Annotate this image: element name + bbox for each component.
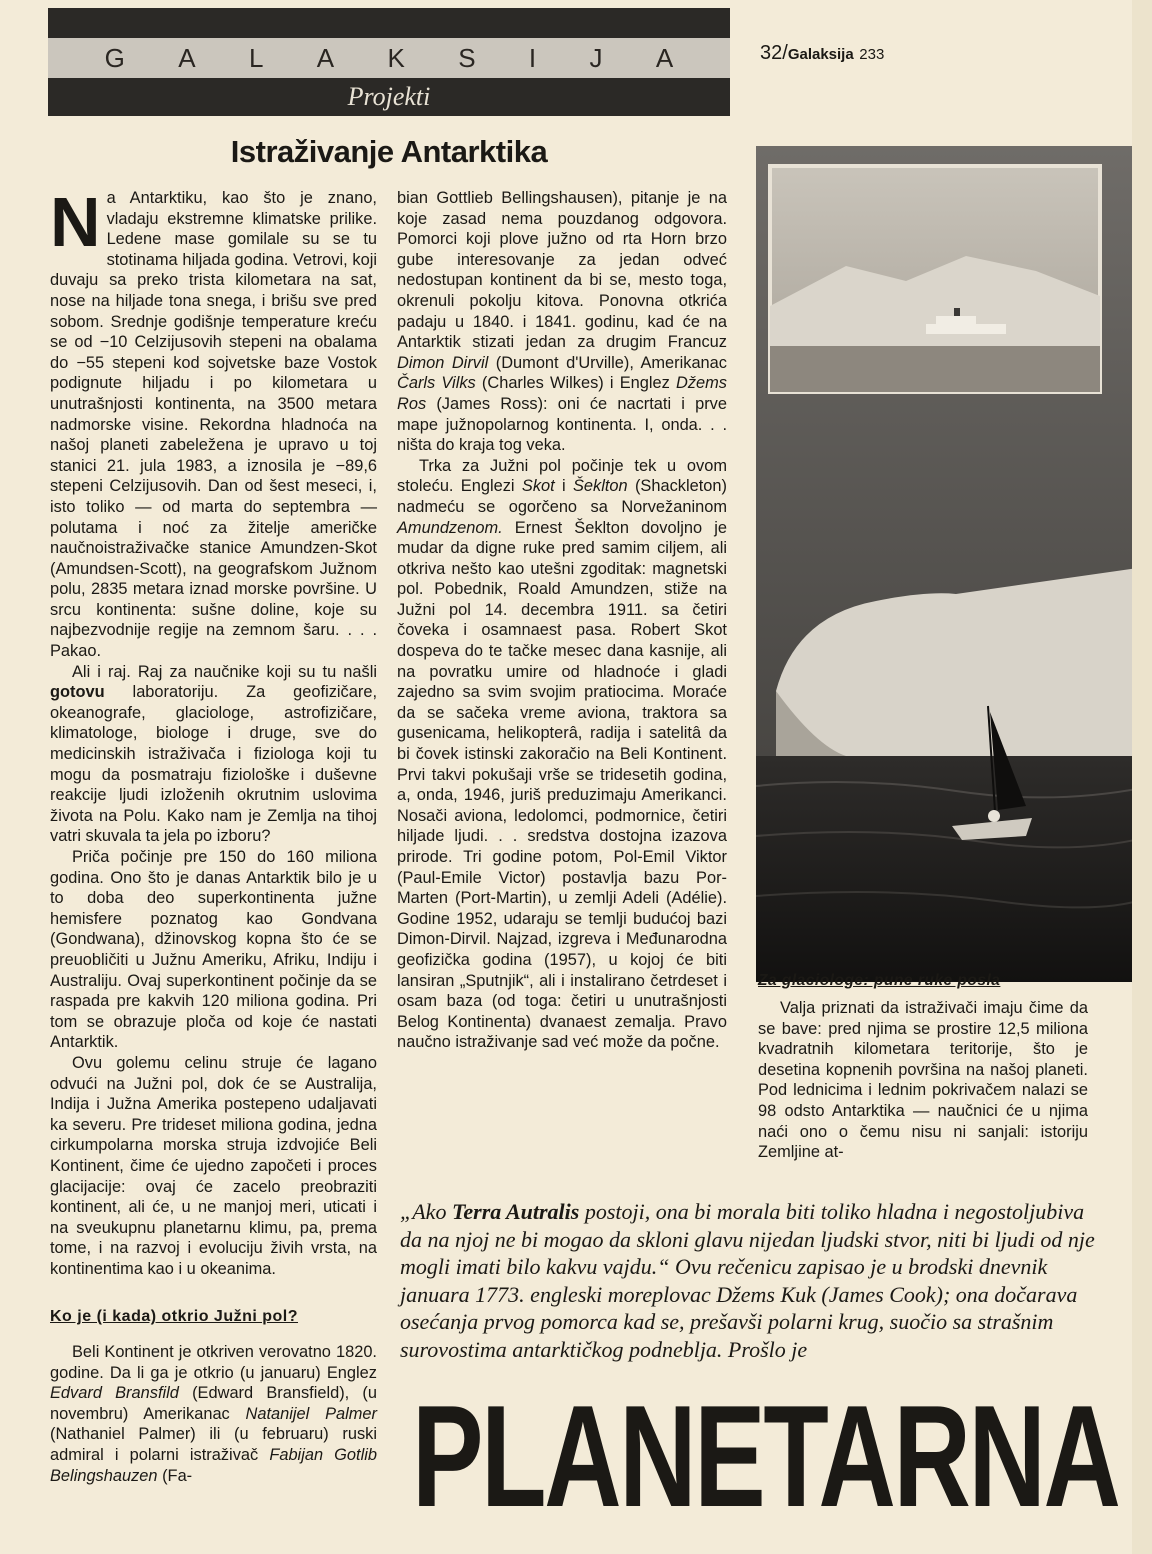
page-ref-prefix: 32/ bbox=[760, 42, 788, 64]
paragraph-text: Beli Kontinent je otkriven verovatno 1820. godine. Da li ga je otkrio (u januaru) Englez bbox=[50, 1343, 377, 1382]
paragraph-text: (James Ross): oni će nacrtati i prve mape južnopolarnog kontinenta. I, onda. . . ništa do kraja tog veka. bbox=[397, 394, 727, 455]
paragraph bbox=[50, 1342, 377, 1486]
paragraph-text: i bbox=[554, 477, 573, 496]
display-headline: PLANETARNA bbox=[412, 1376, 1119, 1538]
italic-name: Fabijan Gotlib Belingshauzen bbox=[50, 1446, 377, 1485]
quote-bold-text: Terra Autralis bbox=[451, 1199, 580, 1224]
photo-illustration bbox=[756, 146, 1152, 982]
article-column-1 bbox=[50, 183, 377, 1486]
italic-name: Džems Ros bbox=[397, 374, 727, 413]
masthead-top-bar bbox=[48, 8, 730, 38]
paragraph: Ovu golemu celinu struje će lagano odvući na Južni pol, dok će se Australija, Indija i Južna Amerika postepeno udaljavati ka severu. Pre trideset miliona godina, jedna cirkumpolarna morska struja izdvojiće Beli Kontinent, čime će ujedno započeti i proces glacijacije: ovaj će zacelo preobraziti kontinent, ali će, u ne manjoj meri, uticati i na sveukupnu planetarnu klimu, pa, prema tome, i na razvoj i evoluciju živih vrsta, na kontinentima kao i u okeanima. bbox=[50, 1053, 377, 1278]
italic-name: Skot bbox=[521, 477, 555, 496]
quote-text: postoji, ona bi morala biti toliko hladna i negostoljubiva da na njoj ne bi mogao da skloni glavu nijedan ljudski stvor, niti bi ljudi od nje mogli imati bilo kakvu vajdu.“ Ovu rečenicu zapisao je u brodski dnevnik januara 1773. engleski moreplovac Džems Kuk (James Cook); ona dočarava osećanja prvog pomorca kad se, prešavši polarni krug, suočio sa strašnim surovostima antarktičkog podneblja. Prošlo je bbox=[400, 1199, 1095, 1362]
paragraph-text: (Fa- bbox=[157, 1466, 193, 1485]
paragraph: Priča počinje pre 150 do 160 miliona godina. Ono što je danas Antarktik bilo je u to doba deo superkontinenta južne hemisfere poznatog kao Gondvana (Gondwana), džinovskog kopna što će se preuobličiti u Južnu Ameriku, Afriku, Indiju i Australiju. Ovaj superkontinent počinje da se raspada pre kakvih 120 miliona godina. Pri tom se obrazuje ploča od koje će nastati Antarktik. bbox=[50, 848, 377, 1052]
italic-name: Natanijel Palmer bbox=[245, 1404, 377, 1423]
paragraph bbox=[397, 188, 727, 456]
italic-name: Amundzenom. bbox=[397, 518, 503, 537]
masthead-letter: A bbox=[316, 42, 335, 73]
paragraph-text: Ernest Šeklton dovoljno je mudar da digne ruke pred samim ciljem, ali otkriva nešto kao utešni zgoditak: magnetski pol. Pobednik, Roald Amundzen, stiže na Južni pol 14. decembra 1911. sa četiri čoveka i osamnaest pasa. Robert Skot dospeva do te tačke mesec dana kasnije, ali na povratku umire od hladnoće i gladi zajedno sa svim svojim pratiocima. Moraće da se sačeka vreme aviona, traktora sa gusenicama, helikopterâ, radija i satelitâ da bi čovek istinski zakoračio na Beli Kontinent. Prvi takvi pokušaji vrše se tridesetih godina, a, onda, 1946, juriš preduzimaju Amerikanci. Nosači aviona, ledolomci, podmornice, četiri hiljade ljudi. . . sredstva dostojna izazova prirode. Tri godine potom, Pol-Emil Viktor (Paul-Emile Victor) postavlja bazu Por-Marten (Port-Martin), u zemlji Adeli (Adélie). Godine 1952, udaraju se temlji budućoj bazi Dimon-Dirvil. Najzad, izgreva i Međunarodna geofizička godina (1957), u kojoj će biti lansiran „Sputnjik“, ali i instalirano četrdeset i osam baza (od toga: četiri u unutrašnjosti Belog Kontinenta) dvanaest zemalja. Pravo naučno istraživanje sad već može da počne. bbox=[397, 518, 727, 1052]
paragraph-text: (Nathaniel Palmer) ili (u februaru) ruski admiral i polarni istraživač bbox=[50, 1425, 377, 1465]
page-reference bbox=[760, 42, 884, 65]
page-ref-publication: Galaksija bbox=[787, 46, 854, 63]
paragraph-text: laboratoriju. Za geofizičare, okeanografe, glaciologe, astrofizičare, klimatologe, biologe i druge, sve do medicinskih istraživača i fiziologa koji tu mogu da posmatraju fiziološke i duševne reakcije ljudi izloženih okrutnim uslovima života na Polu. Kako nam je Zemlja na tihoj vatri skuvala ta jela po izboru? bbox=[50, 683, 377, 846]
section-title: Projekti bbox=[347, 82, 431, 111]
paragraph-text: (Shackleton) nadmeću se ogorčeno sa Norvežaninom bbox=[397, 477, 727, 516]
masthead-letter: S bbox=[458, 42, 476, 73]
section-bar bbox=[48, 78, 730, 116]
paragraph bbox=[50, 662, 377, 847]
masthead-letter: G bbox=[104, 42, 125, 73]
paragraph-text: (Dumont d'Urville), Amerikanac bbox=[488, 353, 727, 372]
paragraph-text: (Charles Wilkes) i Englez bbox=[475, 374, 676, 393]
article-column-2 bbox=[397, 188, 727, 1053]
masthead-letter: L bbox=[248, 42, 264, 73]
masthead-letter: I bbox=[528, 42, 537, 73]
drop-cap: N bbox=[50, 183, 101, 261]
pull-quote bbox=[400, 1198, 1100, 1363]
article-column-3 bbox=[758, 998, 1088, 1163]
italic-name: Šeklton bbox=[572, 477, 628, 496]
paragraph-text: a Antarktiku, kao što je znano, vladaju ekstremne klimatske prilike. Ledene mase gomilale su se tu stotinama hiljada godina. Vetrovi, koji duvaju sa preko trista kilometara na sat, nose na hiljade tona snega, i brišu sve pred sobom. Srednje godišnje temperature kreću se od −10 Celzijusovih stepeni na obalama do −55 stepeni kod sojvetske baze Vostok podignute hiljadu i po kilometara u unutrašnjosti kontinenta, na 3500 metara nadmorske visine. Rekordna hladnoća na našoj planeti zabeležena je upravo u toj stanici 21. jula 1983, a iznosila je −89,6 stepeni Celzijusovih. Dan od šest meseci, i, isto toliko — od marta do septembra — polutama i noć za žitelje američke naučnoistraživačke stanice Amundzen-Skot (Amundsen-Scott), na geografskom Južnom polu, 2835 metara iznad morske površine. U srcu kontinenta: sušne doline, koje su najbezvodnije regije na zemnom šaru. . . . Pakao. bbox=[50, 189, 377, 661]
paragraph bbox=[50, 183, 377, 662]
bold-text: gotovu bbox=[50, 683, 105, 702]
masthead-letter: A bbox=[178, 42, 196, 73]
masthead-magazine-name bbox=[48, 38, 730, 78]
italic-name: Čarls Vilks bbox=[397, 374, 476, 393]
inset-ship-deck bbox=[936, 316, 976, 325]
page-number: 233 bbox=[859, 46, 885, 63]
article-title: Istraživanje Antarktika bbox=[230, 134, 548, 169]
italic-name: Edvard Bransfild bbox=[50, 1384, 179, 1403]
antarctic-photo bbox=[756, 146, 1152, 982]
masthead-letter: J bbox=[589, 42, 603, 73]
inset-ship bbox=[926, 324, 1006, 334]
page-edge bbox=[1132, 0, 1152, 1554]
quote-text: „Ako bbox=[400, 1199, 452, 1224]
masthead-letter: A bbox=[655, 42, 674, 73]
photo-caption: Za glaciologe: pune ruke posla bbox=[758, 972, 1001, 989]
sailor bbox=[988, 810, 1000, 822]
paragraph: Valja priznati da istraživači imaju čime da se bave: pred njima se prostire 12,5 miliona kvadratnih kilometara teritorije, što je desetina kopnenih površina na našoj planeti. Pod lednicima i lednim pokrivačem nalazi se 98 odsto Antarktika — naučnici će u njima naći ono o čemu nisu ni sanjali: istoriju Zemljine at- bbox=[758, 999, 1088, 1162]
inset-ship-funnel bbox=[954, 308, 960, 316]
inset-water bbox=[770, 346, 1100, 392]
paragraph bbox=[397, 456, 727, 1053]
paragraph-text: Trka za Južni pol počinje tek u ovom stoleću. Englezi bbox=[397, 456, 727, 496]
paragraph-text: bian Gottlieb Bellingshausen), pitanje je na koje zasad nema pouzdanog odgovora. Pomorci koji plove južno od rta Horn brzo gube interesovanje za jedan odveć nedostupan kontinent da bi se, mesto toga, okrenuli pokolju kitova. Ponovna otkrića padaju u 1840. i 1841. godinu, kad će na Antarktik stizati jedan za drugim Francuz bbox=[397, 189, 727, 352]
masthead-letter: K bbox=[387, 42, 405, 73]
italic-name: Dimon Dirvil bbox=[397, 353, 489, 372]
paragraph-text: (Edward Bransfield), (u novembru) Amerikanac bbox=[50, 1384, 377, 1423]
subheading: Ko je (i kada) otkrio Južni pol? bbox=[50, 1308, 299, 1326]
paragraph-text: Ali i raj. Raj za naučnike koji su tu našli bbox=[72, 662, 377, 681]
